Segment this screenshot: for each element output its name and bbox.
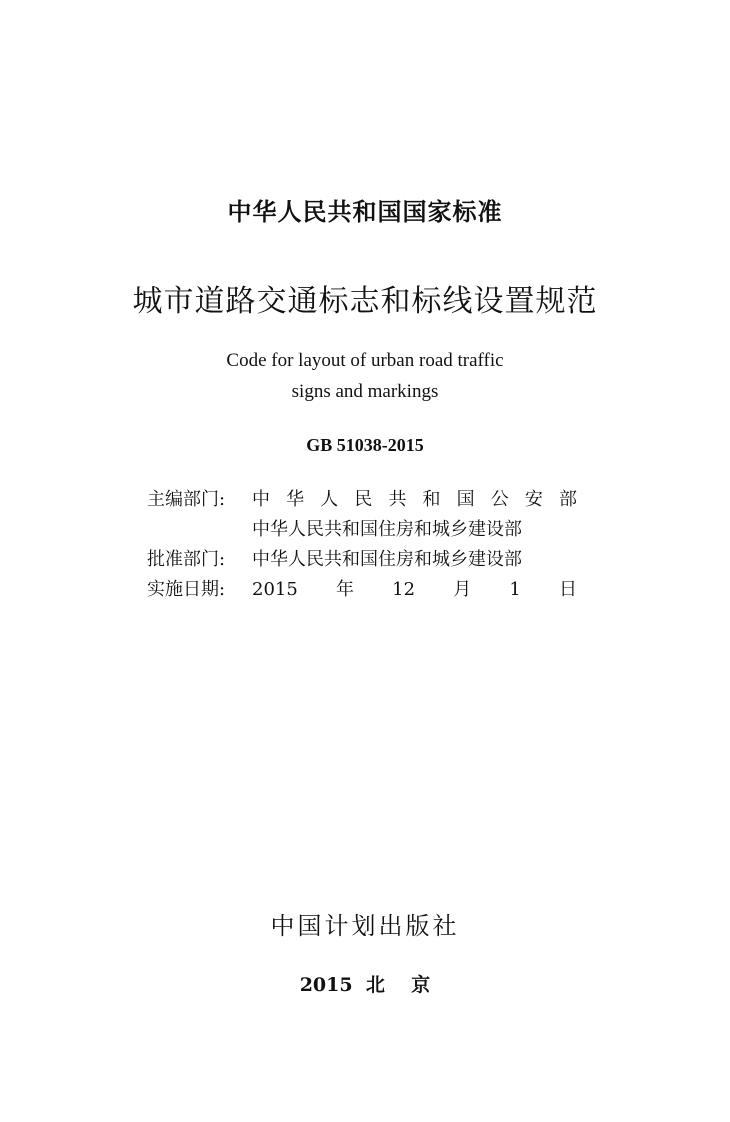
chief-editor-row-2 — [147, 515, 577, 545]
implementation-date-value: 2015年12月1日 — [252, 579, 577, 600]
approving-department-value: 中华人民共和国住房和城乡建设部 — [252, 549, 522, 570]
approving-department-label: 批准部门: — [147, 549, 226, 570]
english-title-line-1: Code for layout of urban road traffic — [226, 350, 504, 371]
chief-editor-row — [147, 485, 577, 515]
publication-year-place: 2015 北 京 — [299, 974, 431, 996]
document-title-chinese: 城市道路交通标志和标线设置规范 — [132, 284, 598, 319]
implementation-date-label: 实施日期: — [147, 579, 226, 600]
publisher-name: 中国计划出版社 — [270, 912, 460, 940]
english-title-line-2: signs and markings — [291, 381, 439, 402]
document-title-english — [0, 345, 730, 407]
chief-editor-value-2: 中华人民共和国住房和城乡建设部 — [252, 519, 522, 540]
chief-editor-value-1: 中华人民共和国公安部 — [252, 489, 577, 510]
chief-editor-label: 主编部门: — [147, 489, 226, 510]
standard-series-heading: 中华人民共和国国家标准 — [227, 198, 503, 226]
standard-code: GB 51038-2015 — [306, 435, 424, 455]
standard-metadata — [147, 485, 577, 605]
approving-department-row — [147, 545, 577, 575]
implementation-date-row — [147, 575, 577, 605]
